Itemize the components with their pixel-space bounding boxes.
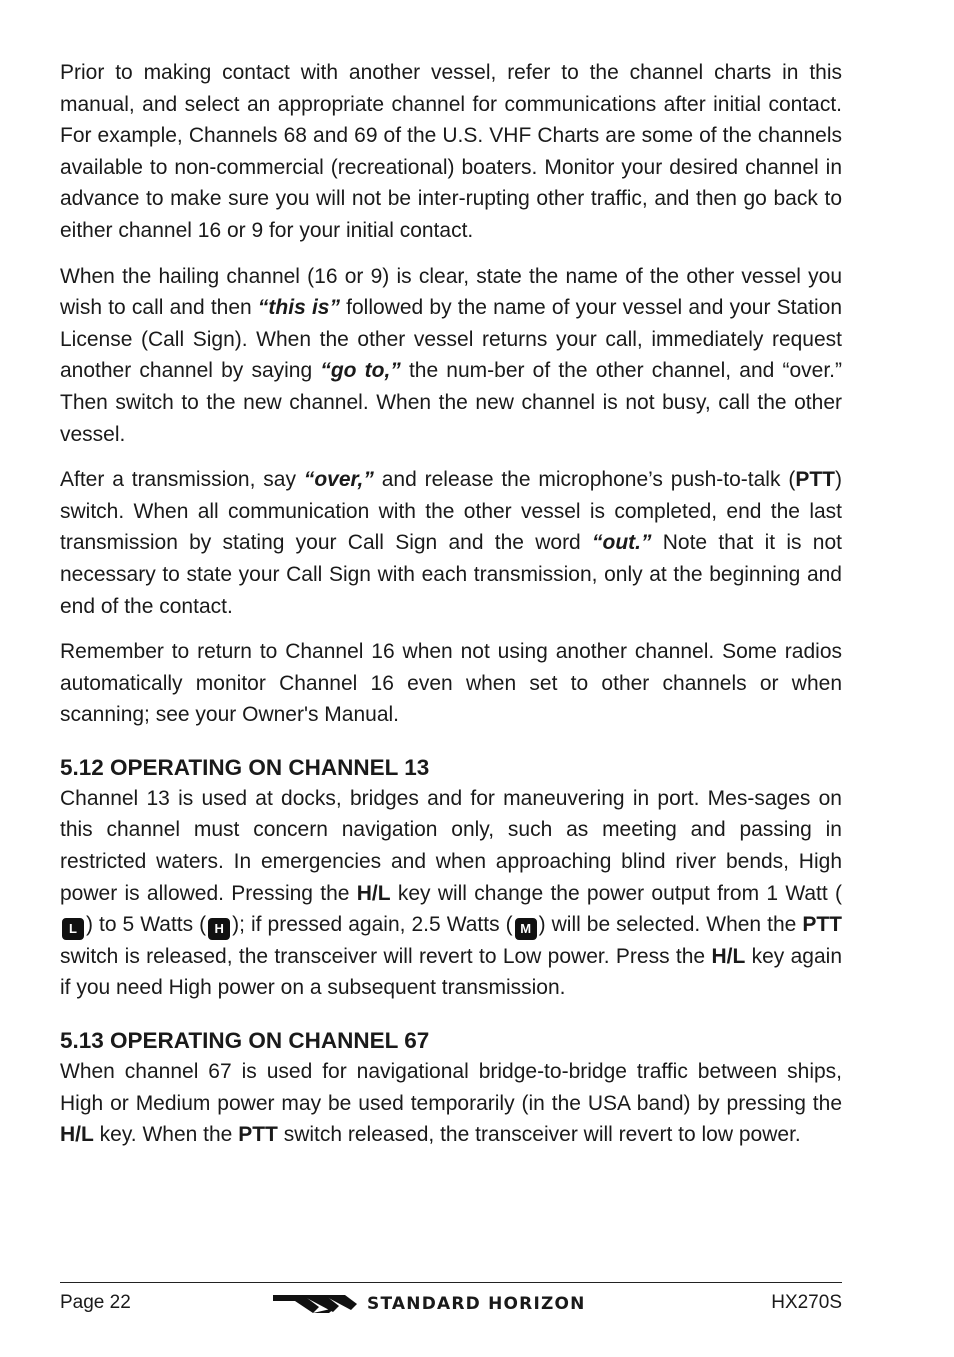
high-power-icon <box>208 918 230 940</box>
footer-divider <box>60 1282 842 1283</box>
icon-letter: L <box>69 921 77 937</box>
paragraph-channel-selection <box>60 57 842 247</box>
page-number: Page 22 <box>60 1292 131 1313</box>
paragraph-text: Prior to making contact with another vessel, refer to the channel charts in this manual, and select an appropriate channel for communications after initial contact. For example, Channels 68 and 69 of the U.S. VHF Charts are some of the channels available to non-commercial (recreational) boaters. Monitor your desired channel in advance to make sure you will not be inter-rupting other traffic, and then go back to either channel 16 or 9 for your initial contact. <box>60 61 842 242</box>
term-ptt: PTT <box>802 913 843 937</box>
paragraph-text: ) switch. When all communication with the other vessel is completed, end the last transmission by stating your Call Sign and the word <box>60 468 842 555</box>
body-text: When channel 67 is used for navigational bridge-to-bridge traffic between ships, High or Medium power may be used temporarily (in the USA band) by pressing the <box>60 1060 842 1115</box>
section-channel-13 <box>60 753 842 1004</box>
body-text: key. When the <box>93 1123 239 1147</box>
paragraph-text: and release the microphone’s push-to-talk ( <box>373 468 796 492</box>
phrase-go-to: “go to,” <box>320 359 401 383</box>
brand-wave-icon <box>273 1292 357 1316</box>
paragraph-text: followed by the name of your vessel and your Station License (Call Sign). When the other vessel returns your call, immediately request another channel by saying <box>60 296 843 383</box>
section-heading: 5.13 OPERATING ON CHANNEL 67 <box>60 1028 430 1054</box>
key-hl: H/L <box>60 1123 94 1147</box>
body-text: Channel 13 is used at docks, bridges and for maneuvering in port. Mes-sages on this channel must concern navigation only, such as meeting and passing in restricted waters. In emergencies and when approaching blind river bends, High power is allowed. Pressing the <box>60 786 842 905</box>
paragraph-hailing <box>60 261 842 451</box>
section-channel-67 <box>60 1026 842 1151</box>
low-power-icon <box>62 918 84 940</box>
model-name: HX270S <box>771 1292 842 1313</box>
body-text: key will change the power output from 1 Watt ( <box>390 881 842 905</box>
body-text: switch released, the transceiver will revert to low power. <box>277 1123 801 1147</box>
phrase-this-is: “this is” <box>257 296 340 320</box>
term-ptt: PTT <box>795 468 835 492</box>
term-ptt: PTT <box>238 1123 278 1147</box>
paragraph-text: When the hailing channel (16 or 9) is clear, state the name of the other vessel you wish to call and then <box>60 264 842 320</box>
section-heading: 5.12 OPERATING ON CHANNEL 13 <box>60 754 430 780</box>
paragraph-return-channel <box>60 636 842 731</box>
body-text: switch is released, the transceiver will revert to Low power. Press the <box>60 944 712 968</box>
medium-power-icon <box>515 918 537 940</box>
paragraph-text: the num-ber of the other channel, and “over.” Then switch to the new channel. When the new channel is not busy, call the other vessel. <box>60 359 842 446</box>
paragraph-transmission <box>60 464 842 622</box>
section-body <box>60 1056 842 1151</box>
page-content <box>60 57 842 1165</box>
icon-letter: M <box>520 921 532 937</box>
section-body <box>60 783 842 1004</box>
phrase-out: “out.” <box>592 531 652 555</box>
paragraph-text: After a transmission, say <box>60 468 304 492</box>
icon-letter: H <box>214 921 224 937</box>
body-text: ) to 5 Watts ( <box>86 913 207 937</box>
body-text: ); if pressed again, 2.5 Watts ( <box>232 913 513 937</box>
body-text: key again if you need High power on a subsequent transmission. <box>60 944 842 1000</box>
key-hl: H/L <box>356 881 391 905</box>
page-footer <box>60 1290 842 1320</box>
brand-name: STANDARD HORIZON <box>367 1294 586 1314</box>
phrase-over: “over,” <box>303 468 374 492</box>
key-hl: H/L <box>711 944 746 968</box>
paragraph-text: Note that it is not necessary to state your Call Sign with each transmission, only at the beginning and end of the contact. <box>60 531 842 618</box>
brand-logo <box>273 1290 586 1318</box>
body-text: ) will be selected. When the <box>538 913 803 937</box>
paragraph-text: Remember to return to Channel 16 when not using another channel. Some radios automatically monitor Channel 16 even when set to other channels or when scanning; see your Owner's Manual. <box>60 640 842 727</box>
